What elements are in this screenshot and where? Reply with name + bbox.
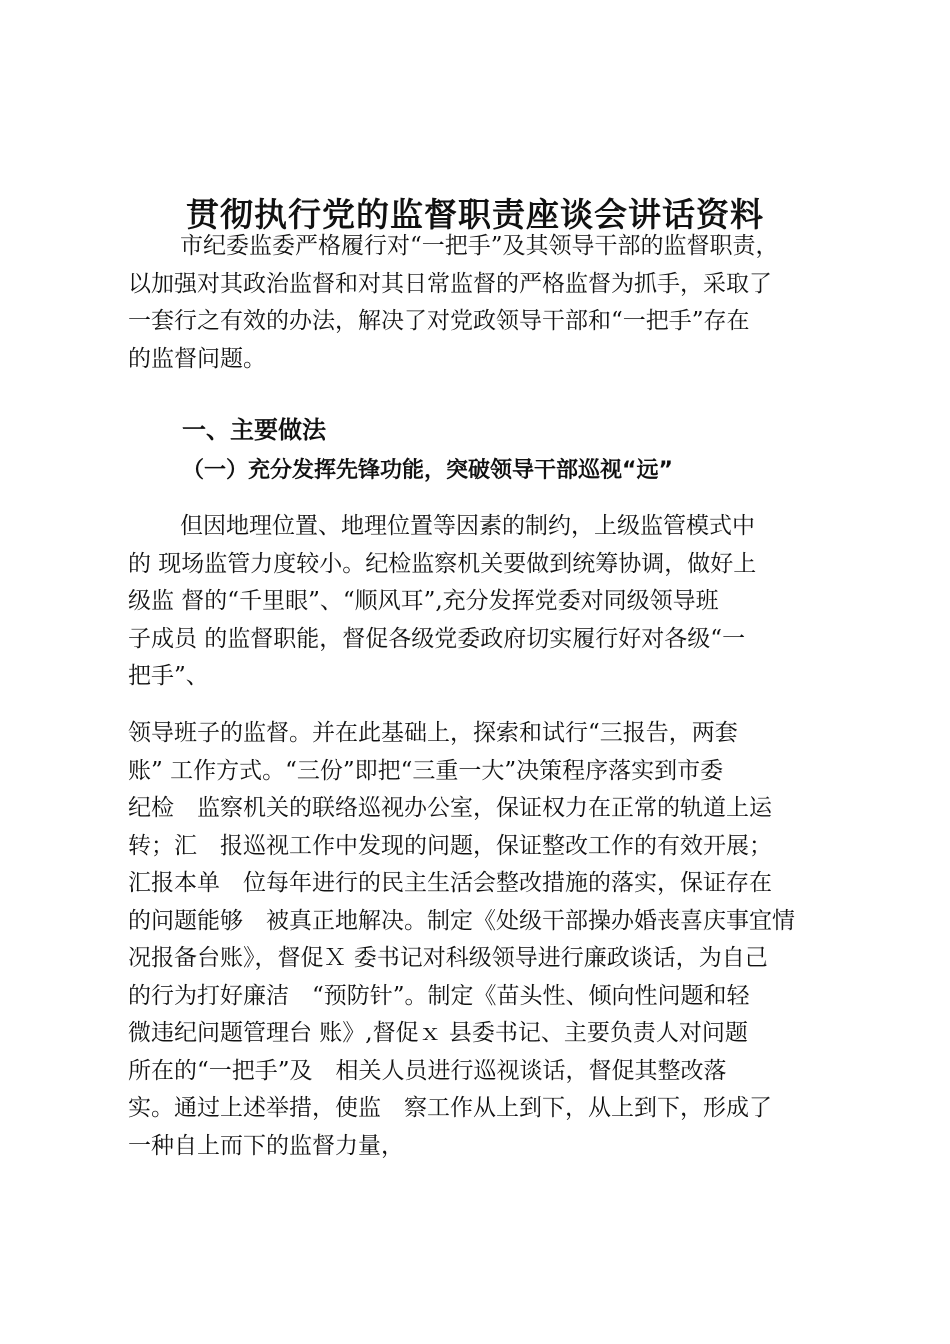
body-line: 纪检 监察机关的联络巡视办公室，保证权力在正常的轨道上运 <box>128 795 772 821</box>
body-line: 一种自上而下的监督力量， <box>128 1132 404 1159</box>
body-line: 况报备台账》，督促Ｘ 委书记对科级领导进行廉政谈话，为自己 <box>128 945 768 971</box>
body-line: 把手”、 <box>128 663 209 689</box>
body-line: 所在的“一把手”及 相关人员进行巡视谈话，督促其整改落 <box>128 1057 727 1084</box>
section-heading: 一、主要做法 <box>182 416 326 444</box>
subsection-heading: （一）充分发挥先锋功能，突破领导干部巡视“远” <box>182 458 673 483</box>
body-line: 的 现场监管力度较小。纪检监察机关要做到统筹协调，做好上 <box>128 550 757 577</box>
intro-line: 市纪委监委严格履行对“一把手”及其领导干部的监督职责， <box>180 233 779 259</box>
body-line: 实。通过上述举措，使监 察工作从上到下，从上到下，形成了 <box>128 1095 772 1121</box>
body-line: 级监 督的“千里眼”、“顺风耳”,充分发挥党委对同级领导班 <box>128 588 719 614</box>
intro-paragraph <box>128 228 848 378</box>
intro-line: 一套行之有效的办法，解决了对党政领导干部和“一把手”存在 <box>128 308 750 334</box>
body-line: 账” 工作方式。“三份”即把“三重一大”决策程序落实到市委 <box>128 757 724 784</box>
body-line: 领导班子的监督。并在此基础上，探索和试行“三报告，两套 <box>128 720 738 746</box>
body-line: 子成员 的监督职能，督促各级党委政府切实履行好对各级“一 <box>128 625 746 652</box>
body-line: 汇报本单 位每年进行的民主生活会整改措施的落实，保证存在 <box>128 870 772 896</box>
body-line: 微违纪问题管理台 账》,督促ｘ 县委书记、主要负责人对问题 <box>128 1020 748 1046</box>
intro-line: 的监督问题。 <box>128 345 266 372</box>
body-paragraph-1 <box>128 508 848 696</box>
body-paragraph-2 <box>128 715 848 1165</box>
body-line: 转；汇 报巡视工作中发现的问题，保证整改工作的有效开展； <box>128 832 772 859</box>
body-line: 的问题能够 被真正地解决。制定《处级干部操办婚丧喜庆事宜情 <box>128 907 795 934</box>
intro-line: 以加强对其政治监督和对其日常监督的严格监督为抓手，采取了 <box>128 270 772 297</box>
document-title: 贯彻执行党的监督职责座谈会讲话资料 <box>186 195 764 234</box>
body-line: 的行为打好廉洁 “预防针”。制定《苗头性、倾向性问题和轻 <box>128 982 750 1009</box>
body-line: 但因地理位置、地理位置等因素的制约，上级监管模式中 <box>180 513 755 539</box>
